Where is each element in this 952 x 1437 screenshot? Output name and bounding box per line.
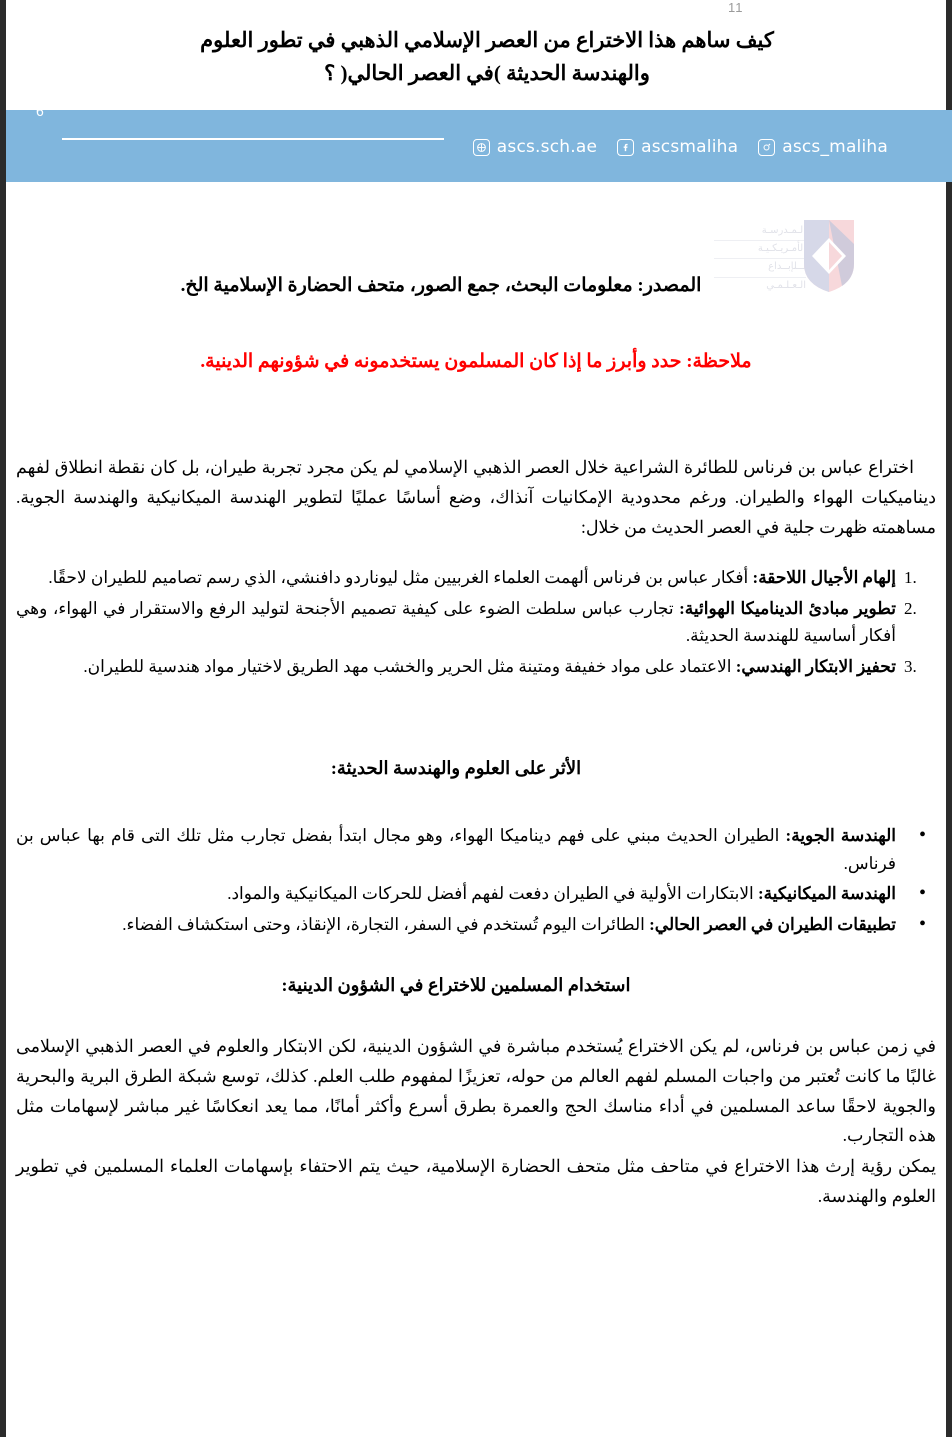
bullet-item-term: تطبيقات الطيران في العصر الحالي: bbox=[649, 914, 896, 934]
list-item-text: تجارب عباس سلطت الضوء على كيفية تصميم الأجنحة لتوليد الرفع والاستقرار في الهواء، وهي أفكار أساسية للهندسة الحديثة. bbox=[16, 598, 896, 646]
bullet-item-text: الطائرات اليوم تُستخدم في السفر، التجارة، الإنقاذ، وحتى استكشاف الفضاء. bbox=[122, 914, 650, 934]
numbered-list-item bbox=[16, 564, 917, 592]
list-item-term: تحفيز الابتكار الهندسي: bbox=[735, 656, 896, 676]
page-border-right bbox=[946, 0, 952, 1437]
school-logo-line-4: الـعـلـمـي bbox=[766, 279, 806, 291]
bullet-marker-icon: • bbox=[918, 824, 926, 846]
note-line: ملاحظة: حدد وأبرز ما إذا كان المسلمون يستخدمونه في شؤونهم الدينية. bbox=[200, 351, 752, 372]
page-title-line-2: والهندسة الحديثة )في العصر الحالي( ؟ bbox=[324, 60, 650, 85]
social-instagram-handle: ascs_maliha bbox=[782, 137, 888, 157]
globe-icon bbox=[473, 139, 490, 156]
usage-heading: استخدام المسلمين للاختراع في الشؤون الدينية: bbox=[281, 975, 631, 995]
legacy-paragraph: يمكن رؤية إرث هذا الاختراع في متاحف مثل متحف الحضارة الإسلامية، حيث يتم الاحتفاء بإسهامات العلماء المسلمين في تطوير العلوم والهندسة. bbox=[16, 1156, 936, 1206]
social-facebook-handle: ascsmaliha bbox=[641, 137, 739, 157]
bullet-item-text: الابتكارات الأولية في الطيران دفعت لفهم أفضل للحركات الميكانيكية والمواد. bbox=[227, 884, 759, 904]
page-number-marker-banner: 6 bbox=[36, 103, 45, 119]
page-border-left bbox=[0, 0, 6, 1437]
social-website-handle: ascs.sch.ae bbox=[496, 137, 598, 157]
footer-banner bbox=[6, 103, 952, 182]
list-item-number: 1. bbox=[904, 568, 917, 587]
social-instagram[interactable] bbox=[758, 137, 888, 157]
list-item-number: 2. bbox=[904, 598, 917, 618]
list-item-text: أفكار عباس بن فرناس ألهمت العلماء الغربيين مثل ليوناردو دافنشي، الذي رسم تصاميم للطيران لاحقًا. bbox=[48, 568, 753, 587]
banner-divider-rule bbox=[62, 138, 444, 140]
bullet-list-item bbox=[16, 911, 926, 939]
page-title bbox=[92, 24, 882, 89]
bullet-marker-icon: • bbox=[918, 912, 926, 935]
source-line: المصدر: معلومات البحث، جمع الصور، متحف الحضارة الإسلامية الخ. bbox=[180, 275, 702, 296]
numbered-list-item bbox=[16, 653, 917, 681]
bullet-item-term: الهندسة الميكانيكية: bbox=[758, 884, 896, 904]
school-logo-line-3: لــلإبــداع bbox=[768, 261, 806, 273]
bullet-list bbox=[16, 822, 942, 941]
facebook-icon bbox=[617, 139, 634, 156]
bullet-list-item bbox=[16, 880, 926, 908]
instagram-icon bbox=[758, 139, 775, 156]
list-item-term: تطوير مبادئ الديناميكا الهوائية: bbox=[679, 598, 896, 618]
list-item-text: الاعتماد على مواد خفيفة ومتينة مثل الحرير والخشب مهد الطريق لاختيار مواد هندسية للطيران. bbox=[83, 656, 736, 676]
usage-paragraph: في زمن عباس بن فرناس، لم يكن الاختراع يُستخدم مباشرة في الشؤون الدينية، لكن الابتكار والعلوم في العصر الذهبي الإسلامى غالبًا ما كانت تُعتبر من واجبات المسلم لفهم العالم من حوله، تعزيزًا لمفهوم طلب العلم. كذلك، توسع شبكة الطرق البرية والبحرية والجوية لاحقًا ساعد المسلمين في أداء مناسك الحج والعمرة بطرق أسرع وأكثر أمانًا، مما يعد انعكاسًا غير مباشر لإسهامات مثل هذه التجارب. bbox=[16, 1036, 936, 1146]
school-logo-line-1: الـمـدرسـة bbox=[761, 225, 806, 236]
impact-heading: الأثر على العلوم والهندسة الحديثة: bbox=[330, 758, 582, 778]
numbered-list-item bbox=[16, 595, 917, 650]
school-logo-line-2: الأمـريـكـيـة bbox=[757, 243, 806, 255]
bullet-item-term: الهندسة الجوية: bbox=[785, 826, 896, 845]
social-website[interactable] bbox=[473, 137, 597, 157]
list-item-number: 3. bbox=[904, 656, 917, 676]
bullet-item-text: الطيران الحديث مبني على فهم ديناميكا الهواء، وهو مجال ابتدأ بفضل تجارب مثل تلك التى قام بها عباس بن فرناس. bbox=[16, 826, 896, 873]
bullet-marker-icon: • bbox=[918, 882, 926, 905]
bullet-list-item bbox=[16, 822, 926, 877]
intro-paragraph: اختراع عباس بن فرناس للطائرة الشراعية خلال العصر الذهبي الإسلامي لم يكن مجرد تجربة طيران، بل كان نقطة انطلاق لفهم ديناميكيات الهواء والطيران. ورغم محدودية الإمكانيات آنذاك، وضع أساسًا عمليًا لتطوير الهندسة الميكانيكية والهندسة الجوية. مساهمته ظهرت جلية في العصر الحديث من خلال: bbox=[16, 457, 936, 538]
page-title-line-1: كيف ساهم هذا الاختراع من العصر الإسلامي الذهبي في تطور العلوم bbox=[200, 28, 774, 52]
page-number-marker-top: 11 bbox=[728, 0, 744, 15]
social-facebook[interactable] bbox=[617, 137, 738, 157]
list-item-term: إلهام الأجيال اللاحقة: bbox=[752, 568, 896, 587]
numbered-list bbox=[16, 564, 942, 683]
